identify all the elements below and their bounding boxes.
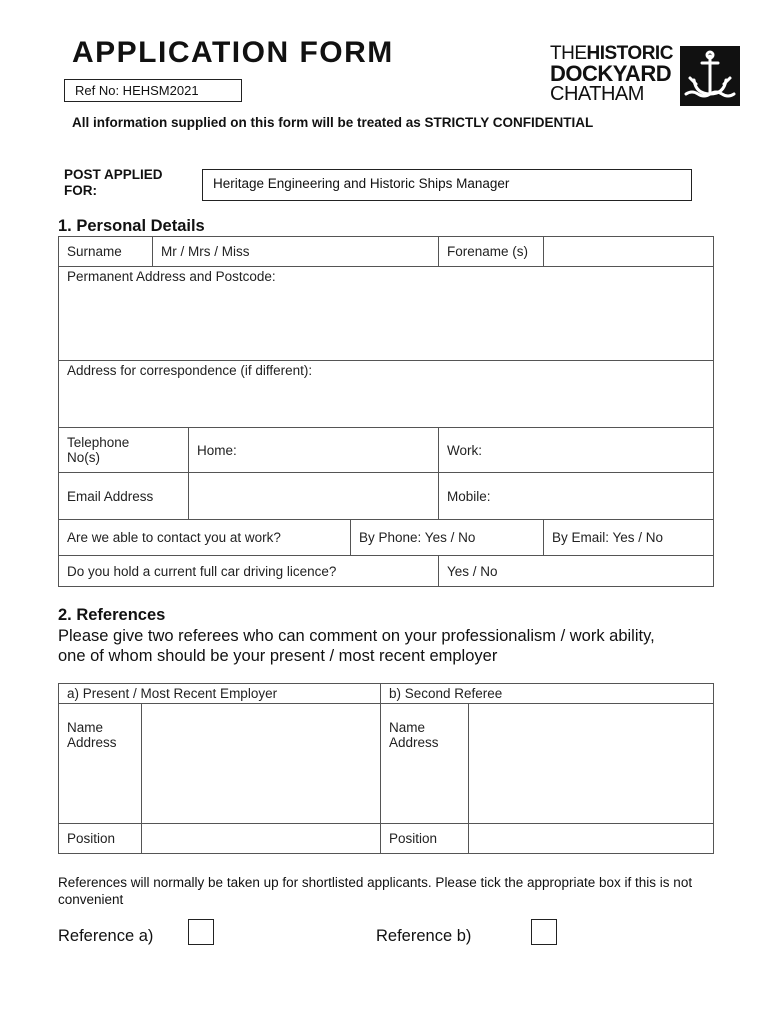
surname-label: Surname	[59, 237, 153, 267]
personal-details-table	[58, 236, 714, 587]
references-intro-line2: one of whom should be your present / most recent employer	[58, 647, 498, 665]
reference-b-name-text: Name	[389, 720, 426, 735]
contact-at-work-label: Are we able to contact you at work?	[59, 520, 351, 556]
reference-a-position-field[interactable]	[142, 824, 381, 854]
home-phone-field[interactable]	[189, 428, 439, 473]
reference-b-name-label	[381, 704, 469, 824]
post-applied-field[interactable]: Heritage Engineering and Historic Ships Manager	[202, 169, 692, 201]
surname-field[interactable]	[153, 237, 439, 267]
driving-licence-answer[interactable]: Yes / No	[439, 556, 714, 587]
forename-label: Forename (s)	[439, 237, 544, 267]
reference-a-header: a) Present / Most Recent Employer	[59, 684, 381, 704]
title-options: Mr / Mrs / Miss	[161, 244, 250, 259]
references-intro-line1: Please give two referees who can comment on your professionalism / work ability,	[58, 627, 655, 645]
logo-chatham: CHATHAM	[550, 83, 644, 105]
logo-dockyard: DOCKYARD	[550, 61, 672, 86]
home-phone-label: Home:	[197, 442, 237, 458]
work-phone-field[interactable]	[439, 428, 714, 473]
reference-b-checkbox[interactable]	[531, 919, 557, 945]
forename-field[interactable]	[544, 237, 714, 267]
references-table	[58, 683, 714, 854]
reference-b-position-field[interactable]	[469, 824, 714, 854]
reference-b-tick-label: Reference b)	[376, 927, 472, 945]
permanent-address-label: Permanent Address and Postcode:	[67, 269, 276, 284]
references-note: References will normally be taken up for shortlisted applicants. Please tick the appropriate box if this is not convenient	[58, 875, 693, 907]
page-title: APPLICATION FORM	[72, 36, 394, 69]
telephone-label	[59, 428, 153, 473]
anchor-icon	[680, 46, 740, 106]
logo-the: THE	[550, 43, 587, 64]
mobile-label: Mobile:	[447, 488, 491, 504]
logo-wordmark	[550, 44, 674, 104]
reference-a-address-text: Address	[67, 735, 117, 750]
correspondence-address-field[interactable]	[59, 361, 714, 428]
contact-by-email-field[interactable]: By Email: Yes / No	[544, 520, 714, 556]
references-heading: 2. References	[58, 606, 166, 624]
email-field[interactable]	[189, 473, 439, 520]
email-label: Email Address	[59, 473, 189, 520]
ref-number-box: Ref No: HEHSM2021	[64, 79, 242, 102]
logo-historic: HISTORIC	[586, 43, 673, 64]
reference-a-tick-label: Reference a)	[58, 927, 154, 945]
driving-licence-label: Do you hold a current full car driving licence?	[59, 556, 439, 587]
reference-b-position-label: Position	[381, 824, 469, 854]
work-phone-label: Work:	[447, 442, 483, 458]
telephone-label-line1: Telephone	[67, 435, 130, 450]
telephone-label-spacer	[153, 428, 189, 473]
confidentiality-notice: All information supplied on this form will be treated as STRICTLY CONFIDENTIAL	[72, 115, 594, 130]
reference-b-name-address-field[interactable]	[469, 704, 714, 824]
telephone-label-line2: No(s)	[67, 450, 100, 465]
references-intro	[58, 626, 738, 666]
personal-details-heading: 1. Personal Details	[58, 217, 205, 235]
reference-a-checkbox[interactable]	[188, 919, 214, 945]
reference-b-header: b) Second Referee	[381, 684, 714, 704]
post-applied-label-line2: FOR:	[64, 183, 97, 198]
post-applied-label	[64, 167, 163, 199]
contact-by-phone-field[interactable]: By Phone: Yes / No	[351, 520, 544, 556]
permanent-address-field[interactable]	[59, 267, 714, 361]
reference-b-address-text: Address	[389, 735, 439, 750]
reference-a-name-label	[59, 704, 142, 824]
mobile-field[interactable]	[439, 473, 714, 520]
post-applied-label-line1: POST APPLIED	[64, 167, 163, 182]
historic-dockyard-logo	[550, 44, 742, 106]
reference-a-name-text: Name	[67, 720, 104, 735]
reference-a-position-label: Position	[59, 824, 142, 854]
reference-a-name-address-field[interactable]	[142, 704, 381, 824]
correspondence-address-label: Address for correspondence (if different):	[67, 363, 313, 378]
